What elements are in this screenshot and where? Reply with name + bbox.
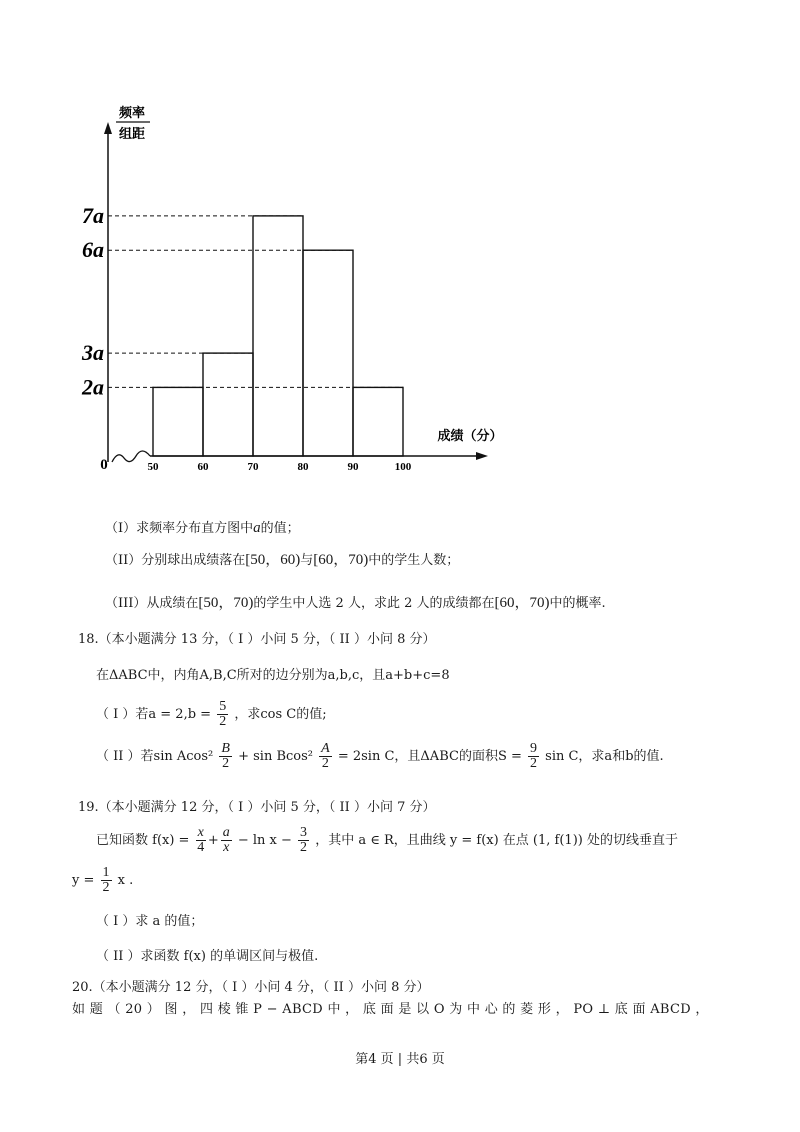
bar-80-90 (303, 250, 353, 456)
q18-frac-b2-num: B (221, 741, 230, 756)
q18-frac-a2-den: 2 (321, 756, 329, 771)
q17-part2-text: （II）分别球出成绩落在 (105, 553, 246, 568)
y-tick-label-2a: 2a (82, 374, 104, 400)
q18-line2-a: （ I ）若a = 2,b = (96, 707, 212, 722)
q19-line1-a: 已知函数 f(x) = (96, 833, 190, 848)
q17-part3-mid: 的学生中人选 2 人，求此 2 人的成绩都在 (253, 596, 495, 611)
x-tick-label-70: 70 (247, 461, 259, 473)
q17-part1 (105, 517, 300, 537)
q19-frac-half (101, 866, 112, 895)
page-footer: 第4 页 | 共6 页 (355, 1052, 445, 1067)
q17-part2 (105, 548, 459, 569)
x-tick-label-60: 60 (197, 461, 209, 473)
q19-frac-x4 (196, 826, 206, 855)
q18-line3-a: （ II ）若sin Acos² (96, 749, 214, 764)
q19-line1-c: − ln x − (237, 833, 292, 848)
q19-line2-a: y = (72, 873, 95, 888)
q17-part2-mid: 与 (300, 553, 314, 568)
q18-frac-92-den: 2 (530, 756, 538, 771)
q19-line1 (96, 826, 678, 855)
q18-frac-b2-den: 2 (222, 756, 230, 771)
bar-90-100 (353, 387, 403, 456)
q19-line2 (72, 866, 133, 895)
q17-part3-text: （III）从成绩在 (105, 596, 199, 611)
q19-line1-d: ，其中 a ∈ R，且曲线 y = f(x) 在点 (1, f(1)) 处的切线垂直于 (315, 833, 678, 848)
x-tick-label-90: 90 (347, 461, 359, 473)
origin-label: 0 (100, 457, 108, 473)
q17-part3-interval1: [50，70) (198, 595, 254, 611)
q18-line3-b: + sin Bcos² (238, 749, 313, 764)
y-axis-arrow (104, 122, 112, 134)
q17-part1-end: 的值； (260, 521, 300, 536)
q19-frac-32-num: 3 (300, 825, 308, 840)
axis-break-icon (112, 451, 150, 462)
q18-line2-b: ，求cos C的值; (234, 707, 327, 722)
q18-frac-a2 (319, 742, 332, 771)
q19-frac-x4-num: x (197, 825, 204, 840)
q18-line1: 在ΔABC中，内角A,B,C所对的边分别为a,b,c，且a+b+c=8 (96, 668, 450, 683)
q18-fraction-b (217, 700, 228, 729)
y-tick-label-7a: 7a (82, 202, 104, 228)
q18-frac-b2 (219, 742, 232, 771)
q19-frac-half-num: 1 (102, 865, 110, 880)
q19-frac-x4-den: 4 (197, 840, 205, 855)
q19-line1-b: + (207, 833, 219, 848)
q17-part2-interval1: [50，60) (245, 552, 301, 568)
q17-part1-text: （I）求频率分布直方图中 (105, 521, 254, 536)
q19-part2: （ II ）求函数 f(x) 的单调区间与极值. (96, 949, 319, 964)
x-tick-label-50: 50 (147, 461, 159, 473)
ylabel-bottom: 组距 (118, 126, 146, 141)
q18-frac-a2-num: A (321, 741, 330, 756)
bar-60-70 (203, 353, 253, 456)
x-tick-label-80: 80 (297, 461, 309, 473)
q17-part1-var: a (253, 520, 261, 536)
q19-part1: （ I ）求 a 的值； (96, 914, 204, 929)
y-tick-label-3a: 3a (82, 340, 104, 366)
q17-part2-interval2: [60，70) (313, 552, 369, 568)
y-tick-label-6a: 6a (82, 237, 104, 263)
q18-header: 18.（本小题满分 13 分，（ I ）小问 5 分，（ II ）小问 8 分） (78, 632, 436, 647)
q17-part2-end: 中的学生人数； (368, 553, 460, 568)
q18-frac-den: 2 (219, 714, 227, 729)
q18-frac-num: 5 (219, 699, 227, 714)
q19-frac-32 (298, 826, 309, 855)
q18-frac-92-num: 9 (530, 741, 538, 756)
q17-part3-interval2: [60，70) (494, 595, 550, 611)
q20-line1: 如 题 （ 20 ） 图 ， 四 棱 锥 P − ABCD 中 ， 底 面 是 以 O 为 中 心 的 菱 形 ， PO ⊥ 底 面 ABCD ， (72, 1002, 709, 1017)
bar-70-80 (253, 216, 303, 456)
q17-part3 (105, 591, 606, 612)
q18-frac-92 (528, 742, 539, 771)
q18-line3-d: sin C，求a和b的值. (545, 749, 664, 764)
histogram-chart (0, 0, 800, 500)
q18-line2 (96, 700, 327, 729)
q19-frac-ax (221, 826, 232, 855)
bar-50-60 (153, 387, 203, 456)
q18-line3-c: = 2sin C，且ΔABC的面积S = (337, 749, 522, 764)
q19-header: 19.（本小题满分 12 分，（ I ）小问 5 分，（ II ）小问 7 分） (78, 800, 436, 815)
q18-line3 (96, 742, 664, 771)
ylabel-top: 频率 (118, 105, 146, 120)
q20-header: 20.（本小题满分 12 分，（ I ）小问 4 分，（ II ）小问 8 分） (72, 980, 430, 995)
x-tick-label-100: 100 (394, 461, 412, 473)
q19-frac-half-den: 2 (102, 880, 110, 895)
q19-line2-b: x . (117, 873, 134, 888)
q19-frac-ax-den: x (223, 840, 230, 855)
x-axis-arrow (476, 452, 488, 460)
q19-frac-32-den: 2 (300, 840, 308, 855)
q17-part3-end: 中的概率. (549, 596, 606, 611)
q19-frac-ax-num: a (222, 825, 230, 840)
xlabel: 成绩（分） (437, 428, 503, 443)
